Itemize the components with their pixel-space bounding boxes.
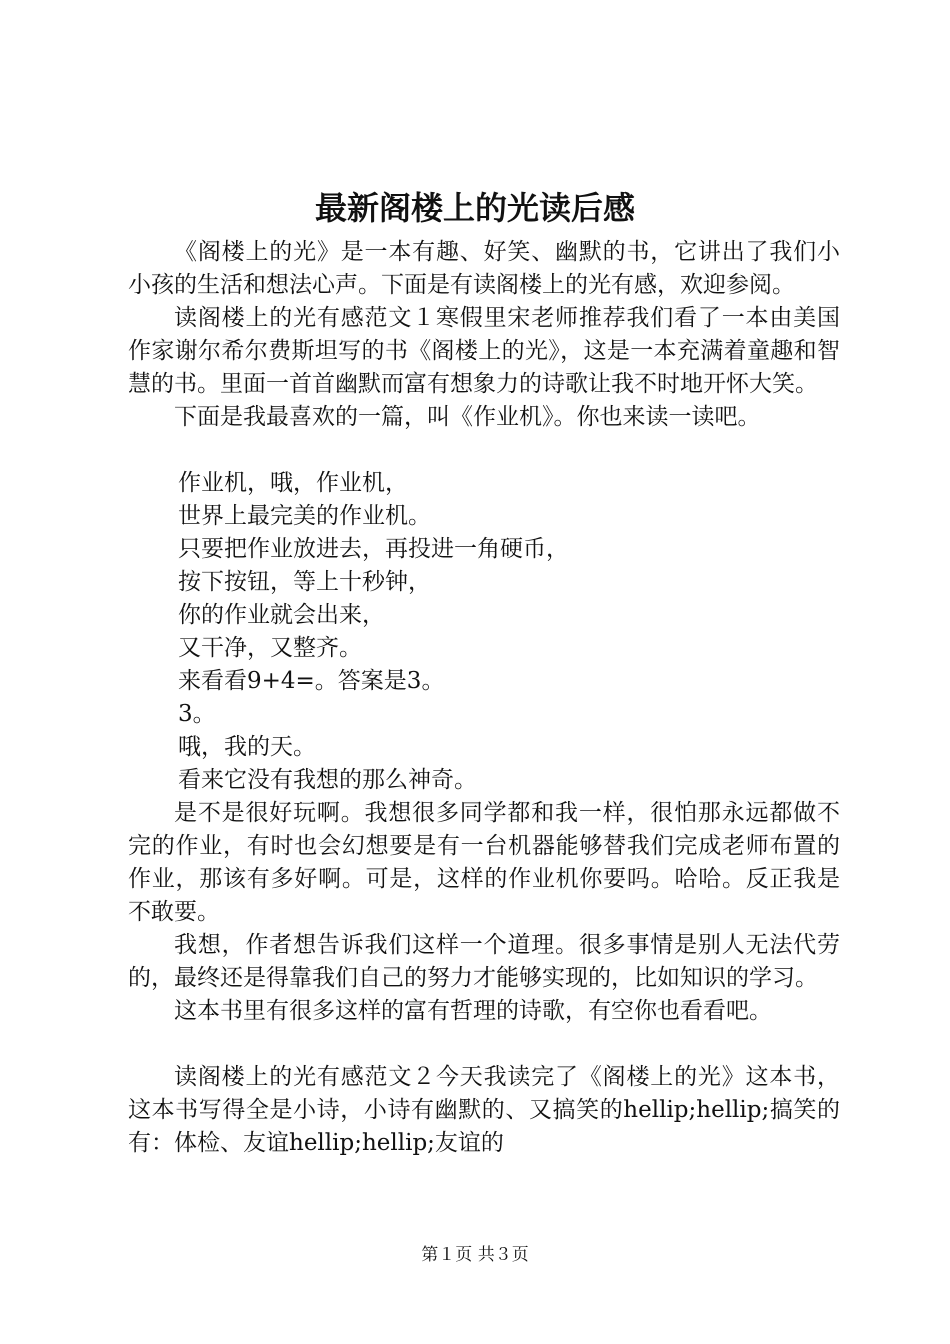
poem-line: 来看看9+4=。答案是3。 (178, 668, 445, 694)
poem-line: 世界上最完美的作业机。 (178, 503, 431, 529)
spacer (128, 1028, 840, 1061)
page-number: 第１页 共３页 (421, 1245, 529, 1265)
document-body (128, 236, 840, 1160)
reflection-paragraph: 是不是很好玩啊。我想很多同学都和我一样，很怕那永远都做不完的作业，有时也会幻想要是有一台机器能够替我们完成老师布置的作业，那该有多好啊。可是，这样的作业机你要吗。哈哈。反正我是不敢要。 (128, 800, 840, 925)
poem-block (128, 467, 840, 797)
poem-line: 按下按钮，等上十秒钟， (178, 569, 431, 595)
spacer (128, 434, 840, 467)
poem-line: 又干净，又整齐。 (178, 635, 362, 661)
poem-line: 你的作业就会出来， (178, 602, 385, 628)
favorite-poem-intro: 下面是我最喜欢的一篇，叫《作业机》。你也来读一读吧。 (174, 404, 761, 430)
poem-line: 3。 (178, 701, 216, 727)
essay-two-paragraph: 读阁楼上的光有感范文２今天我读完了《阁楼上的光》这本书，这本书写得全是小诗，小诗有幽默的、又搞笑的hellip;hellip;搞笑的有：体检、友谊hellip;hellip;友谊的 (128, 1064, 840, 1156)
poem-line: 作业机，哦，作业机， (178, 470, 408, 496)
document-title: 最新阁楼上的光读后感 (314, 189, 635, 227)
essay-one-paragraph: 读阁楼上的光有感范文１寒假里宋老师推荐我们看了一本由美国作家谢尔希尔费斯坦写的书《阁楼上的光》，这是一本充满着童趣和智慧的书。里面一首首幽默而富有想象力的诗歌让我不时地开怀大笑。 (128, 305, 840, 397)
lesson-paragraph: 我想，作者想告诉我们这样一个道理。很多事情是别人无法代劳的，最终还是得靠我们自己的努力才能够实现的，比如知识的学习。 (128, 932, 840, 991)
recommend-paragraph: 这本书里有很多这样的富有哲理的诗歌，有空你也看看吧。 (174, 998, 772, 1024)
poem-line: 只要把作业放进去，再投进一角硬币， (178, 536, 569, 562)
poem-line: 哦，我的天。 (178, 734, 316, 760)
poem-line: 看来它没有我想的那么神奇。 (178, 767, 477, 793)
intro-paragraph: 《阁楼上的光》是一本有趣、好笑、幽默的书，它讲出了我们小小孩的生活和想法心声。下面是有读阁楼上的光有感，欢迎参阅。 (128, 239, 840, 298)
